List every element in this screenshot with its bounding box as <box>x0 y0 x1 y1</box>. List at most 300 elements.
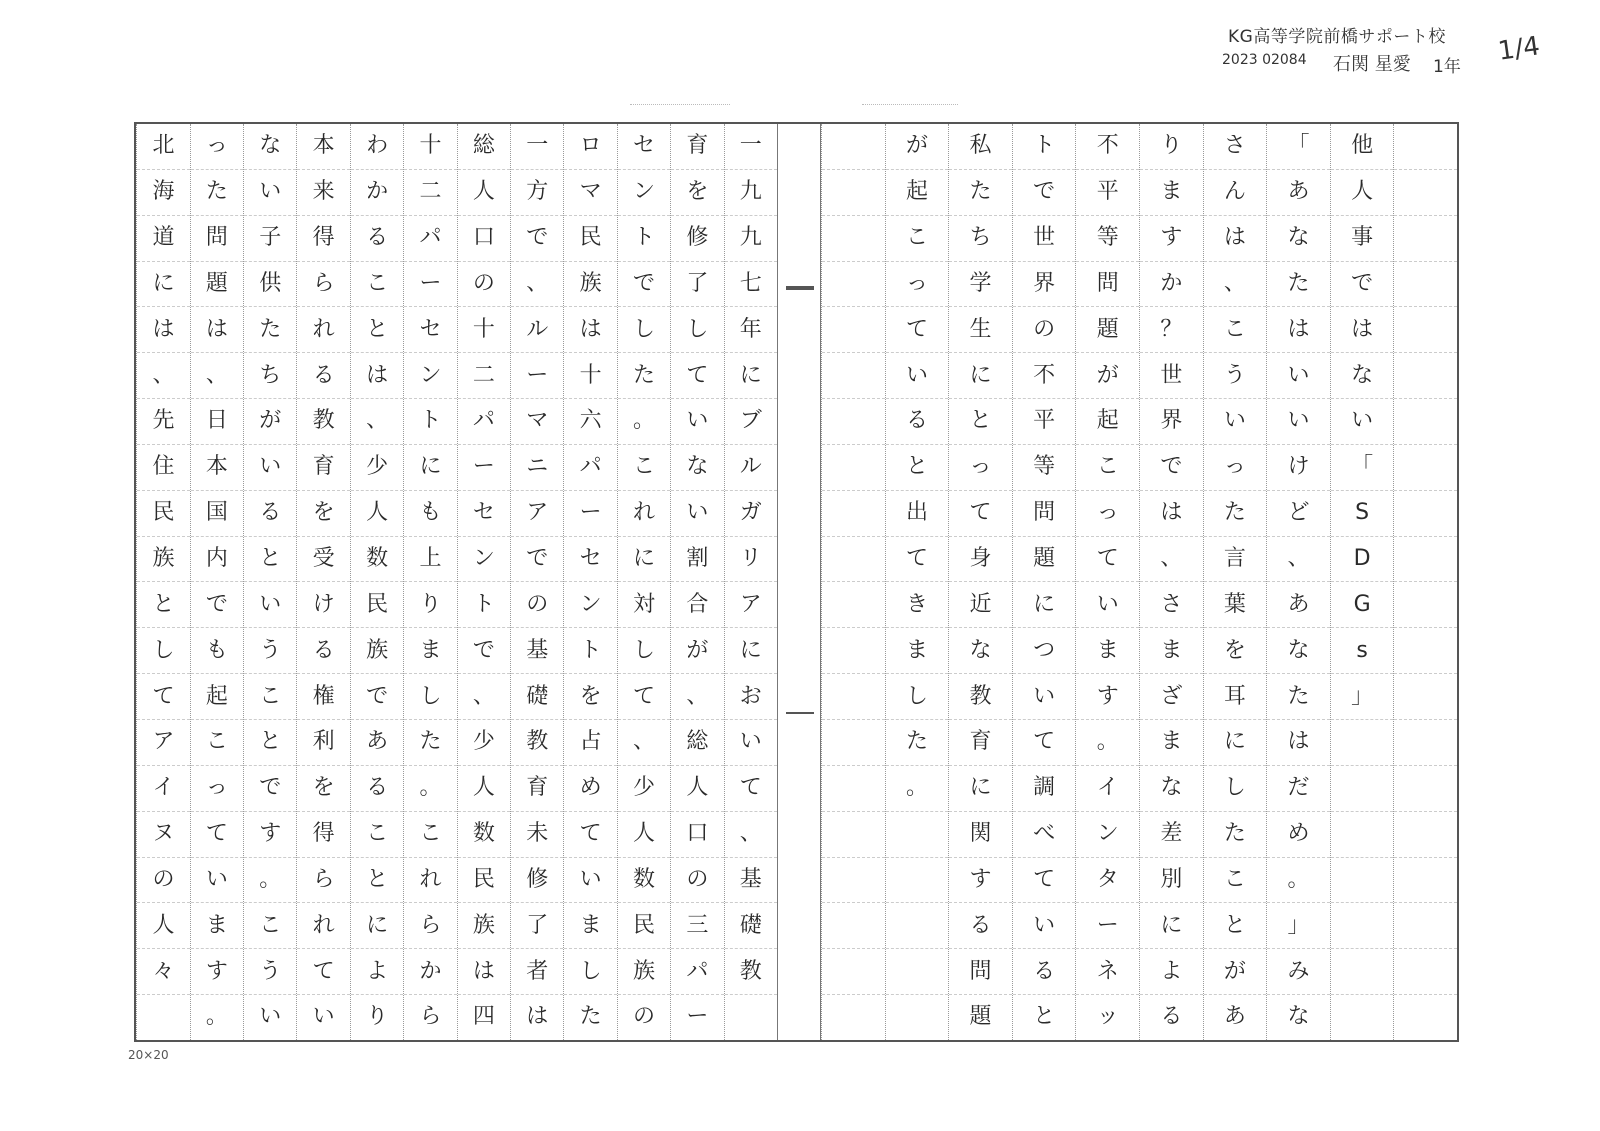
manuscript-cell: S <box>1331 491 1394 537</box>
manuscript-column <box>350 124 403 1040</box>
manuscript-cell: ち <box>244 353 296 399</box>
manuscript-cell: 問 <box>949 949 1012 995</box>
manuscript-column <box>1266 124 1330 1040</box>
manuscript-cell: い <box>886 353 949 399</box>
manuscript-cell: 合 <box>671 582 723 628</box>
manuscript-cell: ア <box>725 582 777 628</box>
manuscript-cell: 内 <box>191 537 243 583</box>
manuscript-cell <box>822 949 885 995</box>
manuscript-cell: イ <box>1076 766 1139 812</box>
manuscript-cell: い <box>244 582 296 628</box>
manuscript-cell: 」 <box>1267 903 1330 949</box>
manuscript-cell: れ <box>297 307 349 353</box>
manuscript-cell: 民 <box>351 582 403 628</box>
manuscript-cell: な <box>949 628 1012 674</box>
manuscript-cell: に <box>725 628 777 674</box>
manuscript-cell: ー <box>404 262 456 308</box>
manuscript-cell: す <box>244 812 296 858</box>
binding-mark-right <box>862 104 958 105</box>
manuscript-cell: こ <box>244 903 296 949</box>
manuscript-cell: い <box>1267 353 1330 399</box>
manuscript-cell: り <box>366 1004 389 1030</box>
manuscript-cell: っ <box>1204 445 1267 491</box>
manuscript-cell: し <box>618 307 670 353</box>
manuscript-cell: 問 <box>1013 491 1076 537</box>
manuscript-cell: 等 <box>1013 445 1076 491</box>
manuscript-cell: 北 <box>137 124 189 170</box>
manuscript-cell: 学 <box>949 262 1012 308</box>
manuscript-cell: ち <box>949 216 1012 262</box>
manuscript-cell <box>1394 307 1457 353</box>
manuscript-cell: ー <box>511 353 563 399</box>
manuscript-cell: 六 <box>564 399 616 445</box>
manuscript-cell: こ <box>618 445 670 491</box>
manuscript-cell: 世 <box>1013 216 1076 262</box>
manuscript-cell: で <box>458 628 510 674</box>
manuscript-cell: ー <box>686 1004 709 1030</box>
manuscript-cell: 来 <box>297 170 349 216</box>
manuscript-cell: 礎 <box>725 903 777 949</box>
manuscript-cell: つ <box>1013 628 1076 674</box>
manuscript-cell: D <box>1331 537 1394 583</box>
manuscript-cell: 口 <box>671 812 723 858</box>
manuscript-cell: な <box>1287 1004 1310 1030</box>
manuscript-cell: を <box>671 170 723 216</box>
manuscript-cell <box>886 858 949 904</box>
manuscript-cell: と <box>137 582 189 628</box>
manuscript-cell: 平 <box>1076 170 1139 216</box>
manuscript-cell: い <box>725 720 777 766</box>
manuscript-cell <box>822 995 885 1040</box>
manuscript-cell: 調 <box>1013 766 1076 812</box>
manuscript-cell: こ <box>404 812 456 858</box>
manuscript-cell: も <box>404 491 456 537</box>
manuscript-cell: ネ <box>1076 949 1139 995</box>
manuscript-column <box>948 124 1012 1040</box>
manuscript-cell: 耳 <box>1204 674 1267 720</box>
manuscript-column <box>1139 124 1203 1040</box>
manuscript-cell: ま <box>886 628 949 674</box>
manuscript-cell: ア <box>511 491 563 537</box>
manuscript-cell: う <box>244 628 296 674</box>
manuscript-cell: 族 <box>137 537 189 583</box>
manuscript-cell: セ <box>564 537 616 583</box>
manuscript-cell: が <box>886 124 949 170</box>
manuscript-left-page <box>136 124 777 1040</box>
manuscript-cell: 育 <box>949 720 1012 766</box>
manuscript-cell: 「 <box>1331 445 1394 491</box>
manuscript-cell: な <box>671 445 723 491</box>
manuscript-cell <box>886 949 949 995</box>
manuscript-cell: い <box>671 491 723 537</box>
manuscript-cell: が <box>244 399 296 445</box>
manuscript-cell: 関 <box>949 812 1012 858</box>
manuscript-cell: 世 <box>1140 353 1203 399</box>
manuscript-cell: に <box>137 262 189 308</box>
manuscript-cell: す <box>949 858 1012 904</box>
manuscript-cell: ガ <box>725 491 777 537</box>
manuscript-cell: さ <box>1140 582 1203 628</box>
manuscript-cell: マ <box>511 399 563 445</box>
manuscript-cell: か <box>1140 262 1203 308</box>
manuscript-cell <box>1331 995 1394 1040</box>
manuscript-cell: り <box>404 582 456 628</box>
manuscript-cell: に <box>351 903 403 949</box>
manuscript-cell <box>822 812 885 858</box>
manuscript-cell: 問 <box>1076 262 1139 308</box>
manuscript-cell: ら <box>419 1004 442 1030</box>
manuscript-cell: っ <box>191 766 243 812</box>
manuscript-cell: あ <box>1267 170 1330 216</box>
manuscript-cell: 人 <box>351 491 403 537</box>
manuscript-cell: ー <box>564 491 616 537</box>
manuscript-cell: 少 <box>351 445 403 491</box>
manuscript-cell: 等 <box>1076 216 1139 262</box>
manuscript-cell: 数 <box>351 537 403 583</box>
manuscript-cell: 未 <box>511 812 563 858</box>
manuscript-cell <box>886 995 949 1040</box>
manuscript-cell: 十 <box>458 307 510 353</box>
manuscript-cell: が <box>1204 949 1267 995</box>
student-id: 2023 02084 <box>1222 52 1307 68</box>
manuscript-cell <box>822 628 885 674</box>
manuscript-cell: に <box>1140 903 1203 949</box>
manuscript-cell: は <box>351 353 403 399</box>
manuscript-cell: い <box>244 445 296 491</box>
manuscript-cell: ト <box>1013 124 1076 170</box>
manuscript-cell <box>1394 262 1457 308</box>
manuscript-cell <box>1394 812 1457 858</box>
manuscript-cell: べ <box>1013 812 1076 858</box>
manuscript-cell: こ <box>1076 445 1139 491</box>
manuscript-cell: こ <box>1204 307 1267 353</box>
manuscript-column <box>670 124 723 1040</box>
manuscript-cell: ん <box>1204 170 1267 216</box>
manuscript-cell: し <box>1204 766 1267 812</box>
manuscript-cell: タ <box>1076 858 1139 904</box>
manuscript-cell <box>822 582 885 628</box>
manuscript-cell: 人 <box>1331 170 1394 216</box>
manuscript-cell: よ <box>351 949 403 995</box>
manuscript-cell: 供 <box>244 262 296 308</box>
manuscript-cell: ロ <box>564 124 616 170</box>
manuscript-column <box>510 124 563 1040</box>
fold-mark-top <box>786 286 814 290</box>
manuscript-cell: 民 <box>137 491 189 537</box>
manuscript-cell: い <box>1013 674 1076 720</box>
manuscript-cell: こ <box>351 812 403 858</box>
manuscript-cell: で <box>1140 445 1203 491</box>
manuscript-cell <box>1394 903 1457 949</box>
manuscript-cell: し <box>886 674 949 720</box>
manuscript-cell: 占 <box>564 720 616 766</box>
manuscript-cell: う <box>244 949 296 995</box>
manuscript-cell: 々 <box>137 949 189 995</box>
manuscript-cell: に <box>949 766 1012 812</box>
manuscript-cell: 礎 <box>511 674 563 720</box>
manuscript-cell: れ <box>618 491 670 537</box>
manuscript-cell <box>822 353 885 399</box>
manuscript-cell: ト <box>564 628 616 674</box>
manuscript-cell <box>1394 399 1457 445</box>
manuscript-cell: 民 <box>618 903 670 949</box>
manuscript-cell: て <box>949 491 1012 537</box>
manuscript-cell: 基 <box>725 858 777 904</box>
manuscript-cell: 平 <box>1013 399 1076 445</box>
manuscript-cell: 少 <box>618 766 670 812</box>
manuscript-cell: ト <box>618 216 670 262</box>
manuscript-cell: 数 <box>458 812 510 858</box>
manuscript-cell: 。 <box>1076 720 1139 766</box>
manuscript-column <box>1075 124 1139 1040</box>
manuscript-cell: 界 <box>1013 262 1076 308</box>
manuscript-cell: と <box>886 445 949 491</box>
manuscript-cell: あ <box>1267 582 1330 628</box>
manuscript-cell: に <box>1013 582 1076 628</box>
manuscript-cell: て <box>297 949 349 995</box>
manuscript-cell: か <box>404 949 456 995</box>
manuscript-cell: い <box>244 170 296 216</box>
manuscript-cell: る <box>351 766 403 812</box>
manuscript-cell: 国 <box>191 491 243 537</box>
manuscript-cell: 人 <box>671 766 723 812</box>
manuscript-column <box>296 124 349 1040</box>
manuscript-cell: す <box>1140 216 1203 262</box>
manuscript-cell: は <box>564 307 616 353</box>
manuscript-cell: て <box>671 353 723 399</box>
manuscript-cell <box>1331 949 1394 995</box>
manuscript-cell: て <box>886 537 949 583</box>
manuscript-cell: め <box>1267 812 1330 858</box>
manuscript-cell: 人 <box>137 903 189 949</box>
manuscript-cell: 者 <box>511 949 563 995</box>
manuscript-cell: と <box>949 399 1012 445</box>
manuscript-cell: パ <box>564 445 616 491</box>
manuscript-cell: あ <box>1223 1004 1246 1030</box>
manuscript-cell: 本 <box>191 445 243 491</box>
manuscript-cell: 教 <box>949 674 1012 720</box>
manuscript-cell: に <box>1204 720 1267 766</box>
manuscript-cell: け <box>1267 445 1330 491</box>
manuscript-cell: る <box>949 903 1012 949</box>
manuscript-cell: ま <box>191 903 243 949</box>
manuscript-cell: 育 <box>671 124 723 170</box>
manuscript-cell: 起 <box>886 170 949 216</box>
manuscript-cell: て <box>191 812 243 858</box>
manuscript-cell <box>1331 720 1394 766</box>
manuscript-cell: で <box>618 262 670 308</box>
manuscript-cell: た <box>404 720 456 766</box>
manuscript-cell: ら <box>404 903 456 949</box>
manuscript-cell: が <box>671 628 723 674</box>
manuscript-cell: 利 <box>297 720 349 766</box>
manuscript-column <box>563 124 616 1040</box>
manuscript-cell: を <box>297 491 349 537</box>
manuscript-cell: ま <box>564 903 616 949</box>
manuscript-cell: 題 <box>1013 537 1076 583</box>
manuscript-cell: パ <box>458 399 510 445</box>
manuscript-cell <box>1394 766 1457 812</box>
manuscript-cell: ン <box>404 353 456 399</box>
manuscript-cell: 起 <box>1076 399 1139 445</box>
manuscript-cell: 題 <box>969 1004 992 1030</box>
manuscript-cell: s <box>1331 628 1394 674</box>
manuscript-cell: 総 <box>458 124 510 170</box>
manuscript-cell <box>822 720 885 766</box>
manuscript-cell: 一 <box>725 124 777 170</box>
manuscript-cell: 十 <box>564 353 616 399</box>
manuscript-cell: パ <box>404 216 456 262</box>
manuscript-cell: っ <box>949 445 1012 491</box>
manuscript-cell: は <box>1140 491 1203 537</box>
manuscript-cell: は <box>137 307 189 353</box>
manuscript-cell: ト <box>404 399 456 445</box>
manuscript-cell: り <box>1140 124 1203 170</box>
manuscript-cell: 九 <box>725 216 777 262</box>
manuscript-cell: け <box>297 582 349 628</box>
manuscript-cell: 了 <box>511 903 563 949</box>
manuscript-cell: で <box>351 674 403 720</box>
manuscript-cell: こ <box>351 262 403 308</box>
manuscript-cell: の <box>633 1004 656 1030</box>
manuscript-cell: 子 <box>244 216 296 262</box>
manuscript-cell: 。 <box>244 858 296 904</box>
manuscript-cell: る <box>244 491 296 537</box>
manuscript-cell: 教 <box>511 720 563 766</box>
manuscript-column <box>1393 124 1457 1040</box>
manuscript-cell: 数 <box>618 858 670 904</box>
manuscript-cell <box>822 262 885 308</box>
manuscript-cell: 一 <box>511 124 563 170</box>
manuscript-cell: ー <box>1076 903 1139 949</box>
manuscript-cell: ま <box>1076 628 1139 674</box>
manuscript-cell: ま <box>1140 628 1203 674</box>
manuscript-cell: 不 <box>1013 353 1076 399</box>
manuscript-cell: に <box>404 445 456 491</box>
manuscript-cell: ら <box>297 262 349 308</box>
manuscript-cell <box>822 124 885 170</box>
manuscript-cell: る <box>297 353 349 399</box>
manuscript-column <box>821 124 885 1040</box>
manuscript-cell: で <box>191 582 243 628</box>
manuscript-cell: て <box>1013 858 1076 904</box>
manuscript-cell: 基 <box>511 628 563 674</box>
manuscript-cell: 割 <box>671 537 723 583</box>
manuscript-cell: ア <box>137 720 189 766</box>
manuscript-column <box>1330 124 1394 1040</box>
manuscript-cell: 日 <box>191 399 243 445</box>
manuscript-cell: し <box>564 949 616 995</box>
manuscript-cell: 、 <box>1140 537 1203 583</box>
manuscript-cell <box>822 537 885 583</box>
manuscript-cell: を <box>564 674 616 720</box>
manuscript-cell: こ <box>244 674 296 720</box>
manuscript-cell: ？ <box>1140 307 1203 353</box>
manuscript-cell: た <box>191 170 243 216</box>
manuscript-cell: 題 <box>1076 307 1139 353</box>
manuscript-cell: し <box>404 674 456 720</box>
school-name: KG高等学院前橋サポート校 <box>1228 27 1446 47</box>
manuscript-cell: て <box>1013 720 1076 766</box>
manuscript-cell: ま <box>404 628 456 674</box>
page-number: 1/4 <box>1496 31 1542 67</box>
manuscript-cell: 事 <box>1331 216 1394 262</box>
manuscript-cell <box>1331 812 1394 858</box>
manuscript-cell: わ <box>351 124 403 170</box>
manuscript-cell: 問 <box>191 216 243 262</box>
manuscript-cell: 了 <box>671 262 723 308</box>
manuscript-cell: れ <box>297 903 349 949</box>
manuscript-cell: 別 <box>1140 858 1203 904</box>
manuscript-cell: き <box>886 582 949 628</box>
manuscript-cell: 、 <box>351 399 403 445</box>
manuscript-cell: し <box>671 307 723 353</box>
manuscript-cell: い <box>259 1004 282 1030</box>
manuscript-cell <box>822 858 885 904</box>
manuscript-cell: こ <box>1204 858 1267 904</box>
manuscript-cell: 。 <box>618 399 670 445</box>
manuscript-cell: と <box>244 537 296 583</box>
manuscript-cell: ヌ <box>137 812 189 858</box>
manuscript-cell: ン <box>618 170 670 216</box>
manuscript-cell: 三 <box>671 903 723 949</box>
manuscript-cell: 近 <box>949 582 1012 628</box>
manuscript-cell: ト <box>458 582 510 628</box>
manuscript-cell: す <box>1076 674 1139 720</box>
manuscript-cell: こ <box>191 720 243 766</box>
manuscript-cell <box>1394 216 1457 262</box>
manuscript-cell: 。 <box>1267 858 1330 904</box>
manuscript-cell: 権 <box>297 674 349 720</box>
manuscript-cell: は <box>191 307 243 353</box>
manuscript-cell: 道 <box>137 216 189 262</box>
manuscript-cell: 修 <box>511 858 563 904</box>
manuscript-cell: て <box>137 674 189 720</box>
manuscript-cell: 葉 <box>1204 582 1267 628</box>
manuscript-cell: か <box>351 170 403 216</box>
manuscript-cell: 上 <box>404 537 456 583</box>
manuscript-cell: 、 <box>191 353 243 399</box>
manuscript-cell: 不 <box>1076 124 1139 170</box>
manuscript-cell <box>822 903 885 949</box>
manuscript-cell: は <box>1331 307 1394 353</box>
manuscript-cell <box>822 399 885 445</box>
manuscript-cell: っ <box>886 262 949 308</box>
manuscript-cell: 得 <box>297 812 349 858</box>
manuscript-column <box>724 124 777 1040</box>
manuscript-cell: 対 <box>618 582 670 628</box>
manuscript-cell: 育 <box>511 766 563 812</box>
manuscript-cell <box>1394 995 1457 1040</box>
manuscript-cell: 修 <box>671 216 723 262</box>
manuscript-cell: た <box>579 1004 602 1030</box>
manuscript-cell: の <box>1013 307 1076 353</box>
manuscript-cell: る <box>886 399 949 445</box>
manuscript-cell: お <box>725 674 777 720</box>
manuscript-cell: た <box>618 353 670 399</box>
manuscript-cell: と <box>351 307 403 353</box>
manuscript-cell: だ <box>1267 766 1330 812</box>
manuscript-cell: っ <box>191 124 243 170</box>
manuscript-column <box>885 124 949 1040</box>
manuscript-column <box>1203 124 1267 1040</box>
manuscript-cell: す <box>191 949 243 995</box>
manuscript-cell: 。 <box>205 1004 228 1030</box>
manuscript-cell: れ <box>404 858 456 904</box>
manuscript-cell: 、 <box>1267 537 1330 583</box>
manuscript-cell: み <box>1267 949 1330 995</box>
manuscript-column <box>457 124 510 1040</box>
